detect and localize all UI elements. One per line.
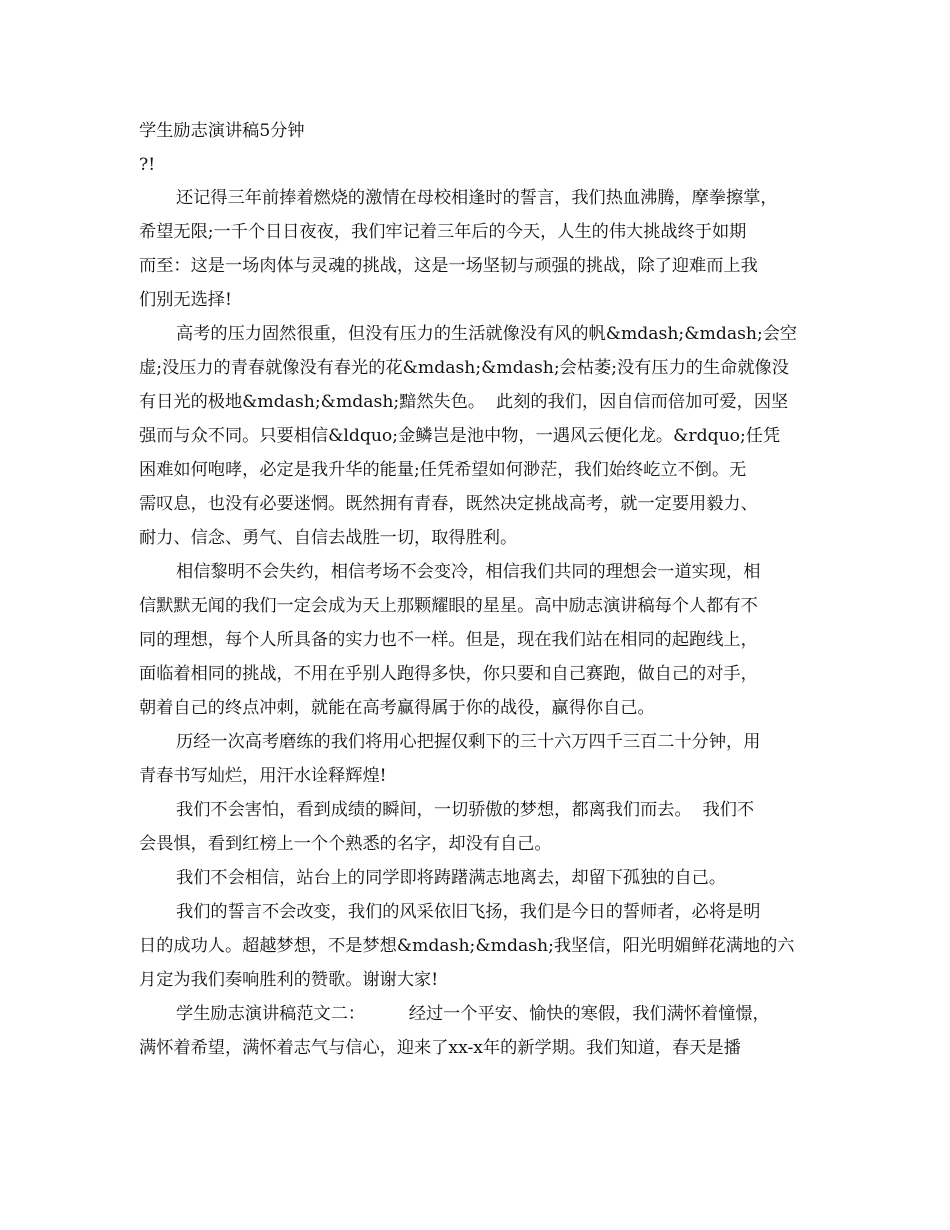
paragraph-line: 困难如何咆哮，必定是我升华的能量;任凭希望如何渺茫，我们始终屹立不倒。无	[139, 460, 747, 480]
paragraph-line: 信默默无闻的我们一定会成为天上那颗耀眼的星星。高中励志演讲稿每个人都有不	[139, 596, 758, 616]
paragraph-line: 我们不会相信，站台上的同学即将踌躇满志地离去，却留下孤独的自己。	[176, 868, 727, 888]
document-title: 学生励志演讲稿5分钟	[139, 121, 305, 141]
paragraph-line: 我们不会害怕，看到成绩的瞬间，一切骄傲的梦想，都离我们而去。 我们不	[176, 800, 755, 820]
paragraph-line: 学生励志演讲稿范文二： 经过一个平安、愉快的寒假，我们满怀着憧憬，	[176, 1004, 770, 1024]
paragraph-line: 日的成功人。超越梦想，不是梦想&mdash;&mdash;我坚信，阳光明媚鲜花满地的六	[139, 936, 795, 956]
paragraph-line: 强而与众不同。只要相信&ldquo;金鳞岂是池中物，一遇风云便化龙。&rdquo;任凭	[139, 426, 781, 446]
paragraph-line: 我们的誓言不会改变，我们的风采依旧飞扬，我们是今日的誓师者，必将是明	[176, 902, 761, 922]
paragraph-line: 耐力、信念、勇气、自信去战胜一切，取得胜利。	[139, 528, 518, 548]
paragraph-line: 月定为我们奏响胜利的赞歌。谢谢大家!	[139, 970, 439, 990]
paragraph-line: 虚;没压力的青春就像没有春光的花&mdash;&mdash;会枯萎;没有压力的生命就像没	[139, 358, 789, 378]
paragraph-line: 会畏惧，看到红榜上一个个熟悉的名字，却没有自己。	[139, 834, 552, 854]
paragraph-line: 而至：这是一场肉体与灵魂的挑战，这是一场坚韧与顽强的挑战，除了迎难而上我	[139, 256, 758, 276]
paragraph-line: 希望无限;一千个日日夜夜，我们牢记着三年后的今天，人生的伟大挑战终于如期	[139, 222, 747, 242]
paragraph-line: 同的理想，每个人所具备的实力也不一样。但是，现在我们站在相同的起跑线上，	[139, 630, 758, 650]
paragraph-line: 青春书写灿烂，用汗水诠释辉煌!	[139, 766, 387, 786]
paragraph-line: 历经一次高考磨练的我们将用心把握仅剩下的三十六万四千三百二十分钟，用	[176, 732, 761, 752]
paragraph-line: 还记得三年前捧着燃烧的激情在母校相逢时的誓言，我们热血沸腾，摩拳擦掌，	[176, 188, 778, 208]
paragraph-line: 朝着自己的终点冲刺，就能在高考赢得属于你的战役，赢得你自己。	[139, 698, 655, 718]
paragraph-line: 有日光的极地&mdash;&mdash;黯然失色。 此刻的我们，因自信而倍加可爱，因坚	[139, 392, 789, 412]
document-subtitle: ?!	[139, 155, 156, 175]
paragraph-line: 满怀着希望，满怀着志气与信心，迎来了xx-x年的新学期。我们知道，春天是播	[139, 1038, 741, 1058]
paragraph-line: 需叹息，也没有必要迷惘。既然拥有青春，既然决定挑战高考，就一定要用毅力、	[139, 494, 758, 514]
paragraph-line: 面临着相同的挑战，不用在乎别人跑得多快，你只要和自己赛跑，做自己的对手，	[139, 664, 758, 684]
paragraph-line: 们别无选择!	[139, 290, 232, 310]
paragraph-line: 相信黎明不会失约，相信考场不会变冷，相信我们共同的理想会一道实现，相	[176, 562, 761, 582]
paragraph-line: 高考的压力固然很重，但没有压力的生活就像没有风的帆&mdash;&mdash;会空	[176, 324, 798, 344]
